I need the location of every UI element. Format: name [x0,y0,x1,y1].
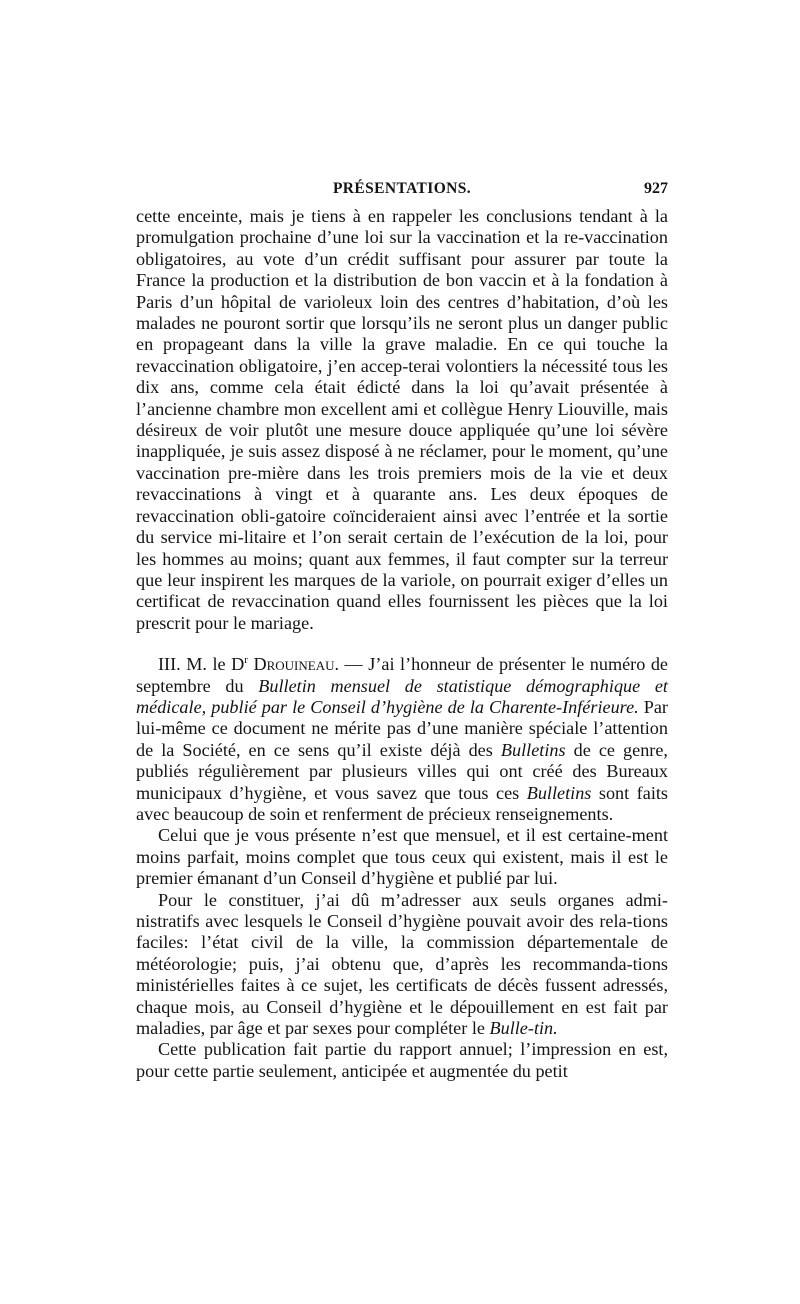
page-number: 927 [644,180,668,197]
bulletin-title: Bulletin mensuel de statistique démographique et médicale, publié par le Conseil d’hygiène de la Charente-Inférieure. [136,675,668,717]
paragraph-vaccination-conclusions: cette enceinte, mais je tiens à en rappeler les conclusions tendant à la promulgation prochaine d’une loi sur la vaccination et la re-vaccination obligatoires, au vote d’un crédit suffisant pour assurer par toute la France la production et la distribution de bon vaccin et à la fondation à Paris d’un hôpital de varioleux loin des centres d’habitation, d’où les malades ne pouront sortir que lorsqu’ils ne seront plus un danger public en propageant dans la ville la grave maladie. En ce qui touche la revaccination obligatoire, j’en accep-terai volontiers la nécessité tous les dix ans, comme cela était édicté dans la loi qu’avait présentée à l’ancienne chambre mon excellent ami et collègue Henry Liouville, mais désireux de voir plutôt une mesure douce appliquée qu’une loi sévère inappliquée, je suis assez disposé à ne réclamer, pour le moment, qu’une vaccination pre-mière dans les trois premiers mois de la vie et deux revaccinations à vingt et à quarante ans. Les deux époques de revaccination obli-gatoire coïncideraient ainsi avec l’entrée et la sortie du service mi-litaire et l’on serait certain de l’exécution de la loi, pour les hommes au moins; quant aux femmes, il faut compter sur la terreur que leur inspirent les marques de la variole, on pourrait exiger d’elles un certificat de revaccination quand elles fournissent les pièces que la loi prescrit pour le mariage. [136,206,668,633]
book-page [136,178,668,1082]
section-lead: III. M. le D [158,654,245,675]
author-name: Drouineau. [253,654,340,675]
paragraph-constitution [136,890,668,1040]
paragraph-monthly-bulletin: Celui que je vous présente n’est que mensuel, et il est certaine-ment moins parfait, moins complet que tous ceux qui existent, mais il est le premier émanant d’un Conseil d’hygiène et publié par lui. [136,825,668,889]
text-run: Pour le constituer, j’ai dû m’adresser aux seuls organes admi-nistratifs avec lesquels le Conseil d’hygiène pouvait avoir des rela-tions faciles: l’état civil de la ville, la commission départementale de météorologie; puis, j’ai obtenu que, d’après les recommanda-tions ministérielles faites à ce sujet, les certificats de décès fussent adressés, chaque mois, au Conseil d’hygiène et le dépouillement en est fait par maladies, par âge et par sexes pour compléter le [136,889,668,1039]
bulletin-word: Bulle-tin. [489,1018,558,1039]
running-head [136,178,668,202]
text-run: sont faits avec beaucoup de soin et renferment de précieux renseignements. [136,782,668,824]
bulletins-word: Bulletins [500,739,566,760]
doctor-abbrev-sup: r [244,654,248,667]
paragraph-publication: Cette publication fait partie du rapport annuel; l’impression en est, pour cette partie seulement, anticipée et augmentée du petit [136,1039,668,1081]
text-run: — J’ai l’honneur de présenter le numéro de septembre du [136,654,668,696]
bulletins-word: Bulletins [526,782,592,803]
running-title: PRÉSENTATIONS. [332,180,472,197]
paragraph-drouineau-presentation [136,654,668,825]
text-run: de ce genre, publiés régulièrement par plusieurs villes qui ont créé des Bureaux municipaux d’hygiène, et vous savez que tous ces [136,739,668,803]
text-run: Par lui-même ce document ne mérite pas d’une manière spéciale l’attention de la Société, en ce sens qu’il existe déjà des [136,696,668,760]
